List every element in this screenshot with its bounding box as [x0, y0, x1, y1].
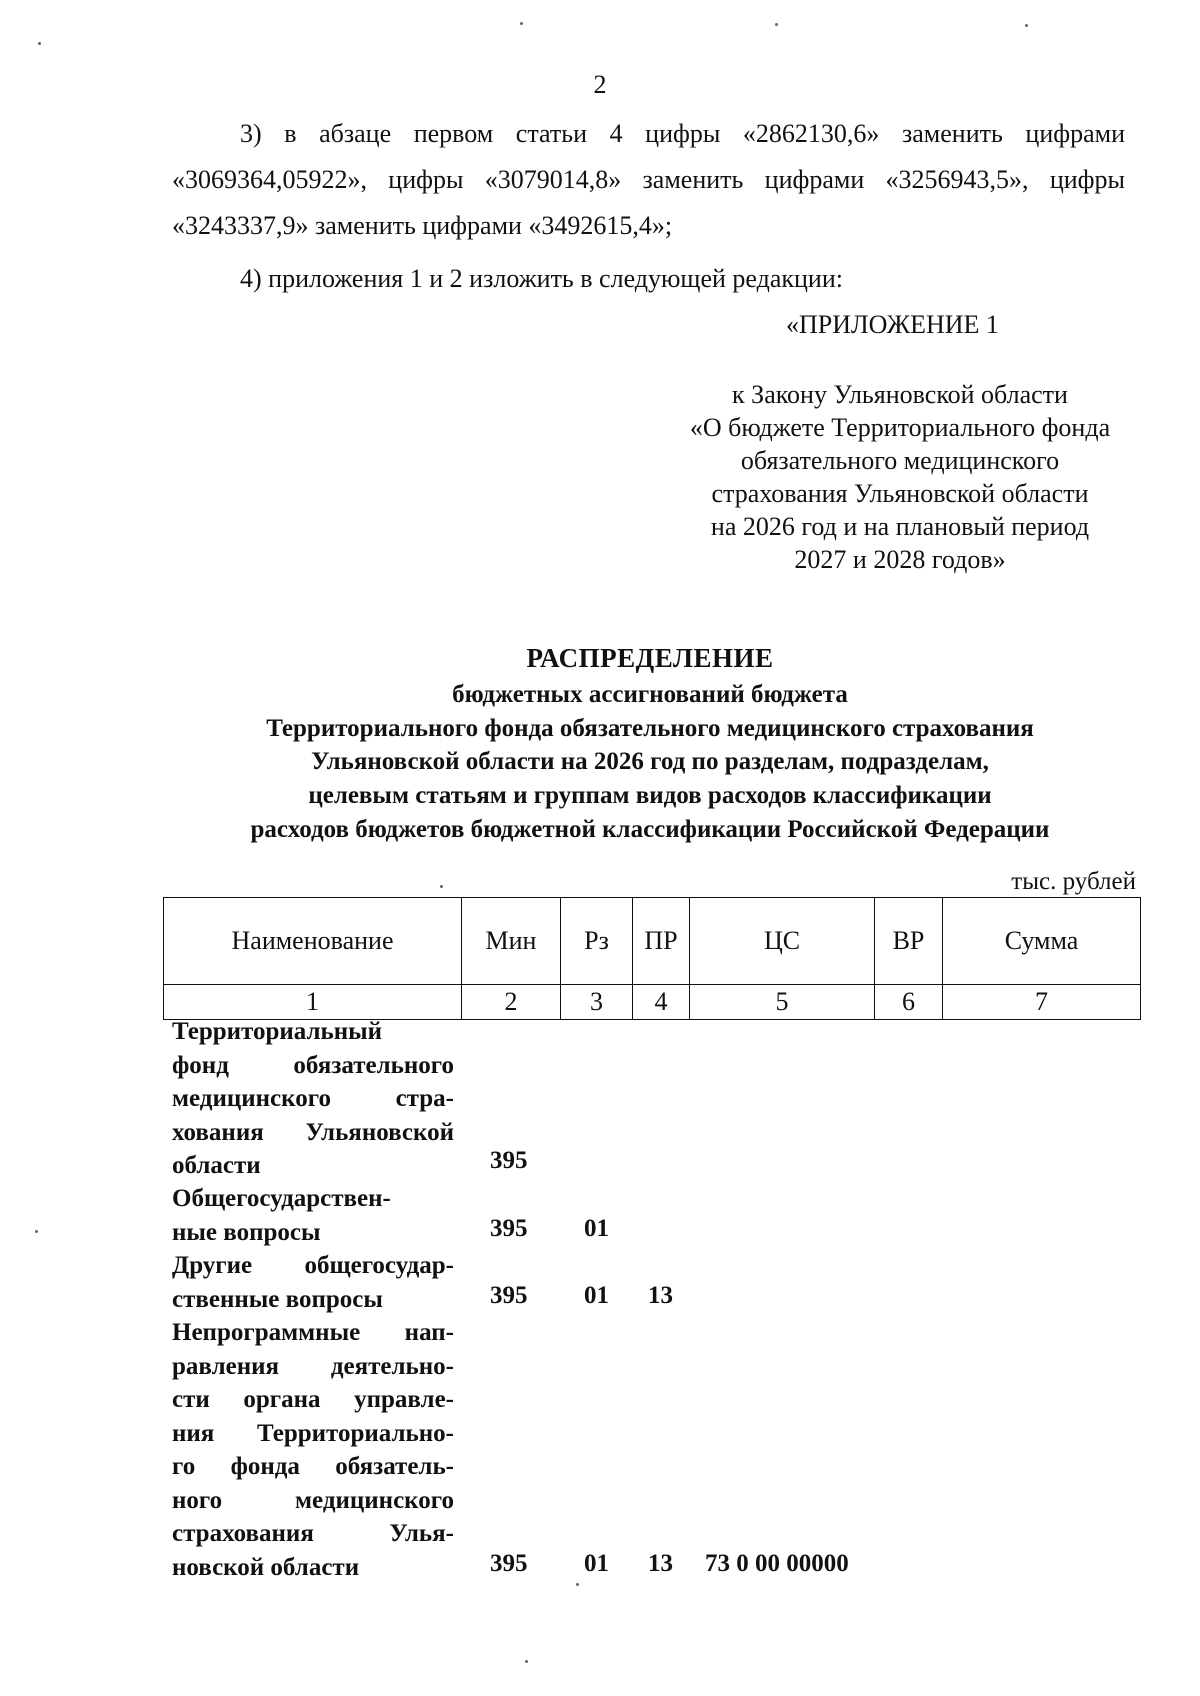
paragraph-item3-line1: 3) в абзаце первом статьи 4 цифры «2862130,6» заменить цифрами [240, 119, 1125, 148]
law-reference-line: на 2026 год и на плановый период [710, 512, 1090, 541]
row-name-line: ния Территориально- [172, 1419, 454, 1447]
table-row-name [172, 1015, 454, 1183]
row-rz: 01 [584, 1215, 609, 1242]
row-cs: 73 0 00 00000 [705, 1550, 849, 1577]
title-line: целевым статьям и группам видов расходов классификации [308, 782, 992, 810]
table-header [163, 897, 1141, 1020]
column-number: 4 [633, 985, 690, 1020]
column-number: 3 [561, 985, 633, 1020]
row-name-line: новской области [172, 1553, 360, 1581]
scan-speck [576, 1583, 579, 1586]
table-row-name [172, 1249, 454, 1316]
row-min: 395 [490, 1550, 528, 1577]
row-name-line: Общегосударствен- [172, 1185, 391, 1212]
table-row-name [172, 1182, 454, 1249]
law-reference-line: 2027 и 2028 годов» [794, 545, 1006, 574]
header-name: Наименование [164, 898, 462, 985]
law-reference-line: к Закону Ульяновской области [732, 380, 1068, 409]
row-rz: 01 [584, 1550, 609, 1577]
row-name-line: ственные вопросы [172, 1285, 383, 1313]
column-number: 6 [875, 985, 943, 1020]
law-reference-line: страхования Ульяновской области [711, 479, 1089, 508]
header-pr: ПР [633, 898, 690, 985]
scan-speck [1025, 24, 1028, 27]
column-number: 2 [462, 985, 561, 1020]
paragraph-item3-line3: «3243337,9» заменить цифрами «3492615,4»; [172, 211, 673, 240]
row-min: 395 [490, 1147, 528, 1174]
scan-speck [35, 1230, 38, 1233]
row-name-line: Территориальный [172, 1018, 383, 1045]
row-name-line: медицинского стра- [172, 1085, 454, 1112]
law-reference [640, 378, 1160, 576]
header-cs: ЦС [690, 898, 875, 985]
table-row-name [172, 1316, 454, 1584]
title-main: РАСПРЕДЕЛЕНИЕ [526, 643, 774, 673]
scan-speck [775, 23, 778, 26]
row-name-line: го фонда обязатель- [172, 1453, 454, 1480]
row-min: 395 [490, 1282, 528, 1309]
row-name-line: области [172, 1152, 261, 1179]
row-name-line: Другие общегосудар- [172, 1252, 454, 1279]
row-rz: 01 [584, 1282, 609, 1309]
scan-speck [38, 42, 41, 45]
unit-label: тыс. рублей [1011, 868, 1136, 895]
row-pr: 13 [648, 1550, 673, 1577]
row-name-line: хования Ульяновской [172, 1118, 454, 1146]
header-min: Мин [462, 898, 561, 985]
column-number: 1 [164, 985, 462, 1020]
row-name-line: равления деятельно- [172, 1352, 454, 1380]
row-pr: 13 [648, 1282, 673, 1309]
header-rz: Рз [561, 898, 633, 985]
paragraph-item4: 4) приложения 1 и 2 изложить в следующей редакции: [240, 264, 843, 293]
title-line: расходов бюджетов бюджетной классификации Российской Федерации [250, 815, 1050, 843]
title-line: Ульяновской области на 2026 год по разделам, подразделам, [311, 748, 989, 776]
column-number: 5 [690, 985, 875, 1020]
row-name-line: фонд обязательного [172, 1051, 454, 1079]
row-min: 395 [490, 1215, 528, 1242]
appendix-label: «ПРИЛОЖЕНИЕ 1 [786, 310, 999, 339]
law-reference-line: «О бюджете Территориального фонда [689, 413, 1111, 442]
row-name-line: ные вопросы [172, 1218, 321, 1246]
row-name-line: сти органа управле- [172, 1386, 454, 1413]
title-line: Территориального фонда обязательного медицинского страхования [266, 714, 1034, 742]
page-number: 2 [593, 70, 607, 99]
header-vr: ВР [875, 898, 943, 985]
scan-speck [525, 1660, 528, 1663]
row-name-line: ного медицинского [172, 1486, 454, 1514]
scan-speck [520, 22, 523, 25]
paragraph-item3-line2: «3069364,05922», цифры «3079014,8» заменить цифрами «3256943,5», цифры [172, 165, 1125, 194]
header-sum: Сумма [943, 898, 1141, 985]
title-line: бюджетных ассигнований бюджета [452, 681, 848, 708]
row-name-line: Непрограммные нап- [172, 1319, 454, 1346]
row-name-line: страхования Улья- [172, 1520, 454, 1547]
column-number: 7 [943, 985, 1141, 1020]
law-reference-line: обязательного медицинского [740, 446, 1060, 475]
scan-speck [440, 885, 443, 888]
document-title [150, 638, 1150, 847]
